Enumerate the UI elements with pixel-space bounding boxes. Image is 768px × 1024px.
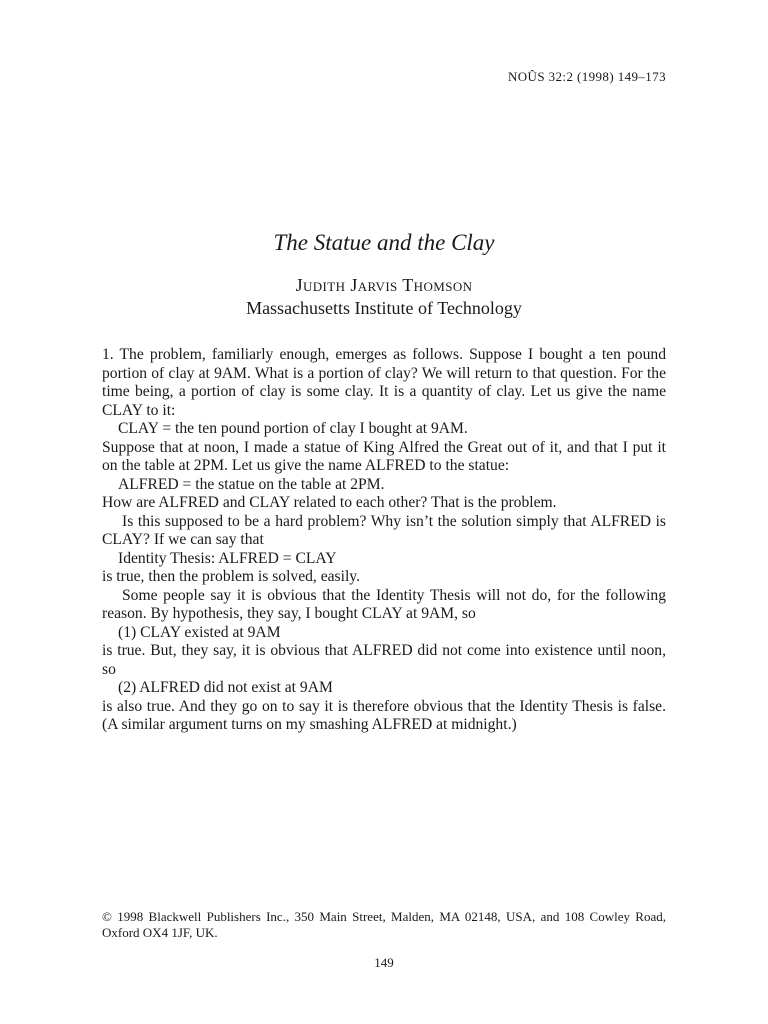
display-definition-alfred: ALFRED = the statue on the table at 2PM. xyxy=(118,475,385,493)
display-identity-thesis: Identity Thesis: ALFRED = CLAY xyxy=(118,549,337,567)
article-title: The Statue and the Clay xyxy=(273,230,495,255)
paragraph: is true, then the problem is solved, easily. xyxy=(102,568,360,585)
paragraph: Suppose that at noon, I made a statue of King Alfred the Great out of it, and that I put it on the table at 2PM. Let us give the name ALFRED to the statue: xyxy=(102,438,666,474)
paragraph: 1. The problem, familiarly enough, emerges as follows. Suppose I bought a ten pound portion of clay at 9AM. What is a portion of clay? We will return to that question. For the time being, a portion of clay is some clay. It is a quantity of clay. Let us give the name CLAY to it: xyxy=(102,346,666,419)
paragraph: Is this supposed to be a hard problem? Why isn’t the solution simply that ALFRED is CLAY? If we can say that xyxy=(102,512,666,548)
display-proposition-1: (1) CLAY existed at 9AM xyxy=(118,623,281,641)
page-number: 149 xyxy=(374,955,394,970)
paragraph: is also true. And they go on to say it is therefore obvious that the Identity Thesis is false. (A similar argument turns on my smashing ALFRED at midnight.) xyxy=(102,697,666,733)
paragraph: Some people say it is obvious that the Identity Thesis will not do, for the following reason. By hypothesis, they say, I bought CLAY at 9AM, so xyxy=(102,586,666,622)
copyright-notice: © 1998 Blackwell Publishers Inc., 350 Main Street, Malden, MA 02148, USA, and 108 Cowley Road, Oxford OX4 1JF, UK. xyxy=(102,909,666,940)
article-body xyxy=(102,346,666,735)
paragraph: How are ALFRED and CLAY related to each other? That is the problem. xyxy=(102,494,557,511)
author-affiliation: Massachusetts Institute of Technology xyxy=(246,298,522,318)
author-name: Judith Jarvis Thomson xyxy=(295,275,473,295)
display-proposition-2: (2) ALFRED did not exist at 9AM xyxy=(118,679,333,696)
display-definition-clay: CLAY = the ten pound portion of clay I bought at 9AM. xyxy=(118,420,468,437)
paragraph: is true. But, they say, it is obvious that ALFRED did not come into existence until noon, so xyxy=(102,642,666,678)
journal-reference: NOÛS 32:2 (1998) 149–173 xyxy=(507,69,666,84)
